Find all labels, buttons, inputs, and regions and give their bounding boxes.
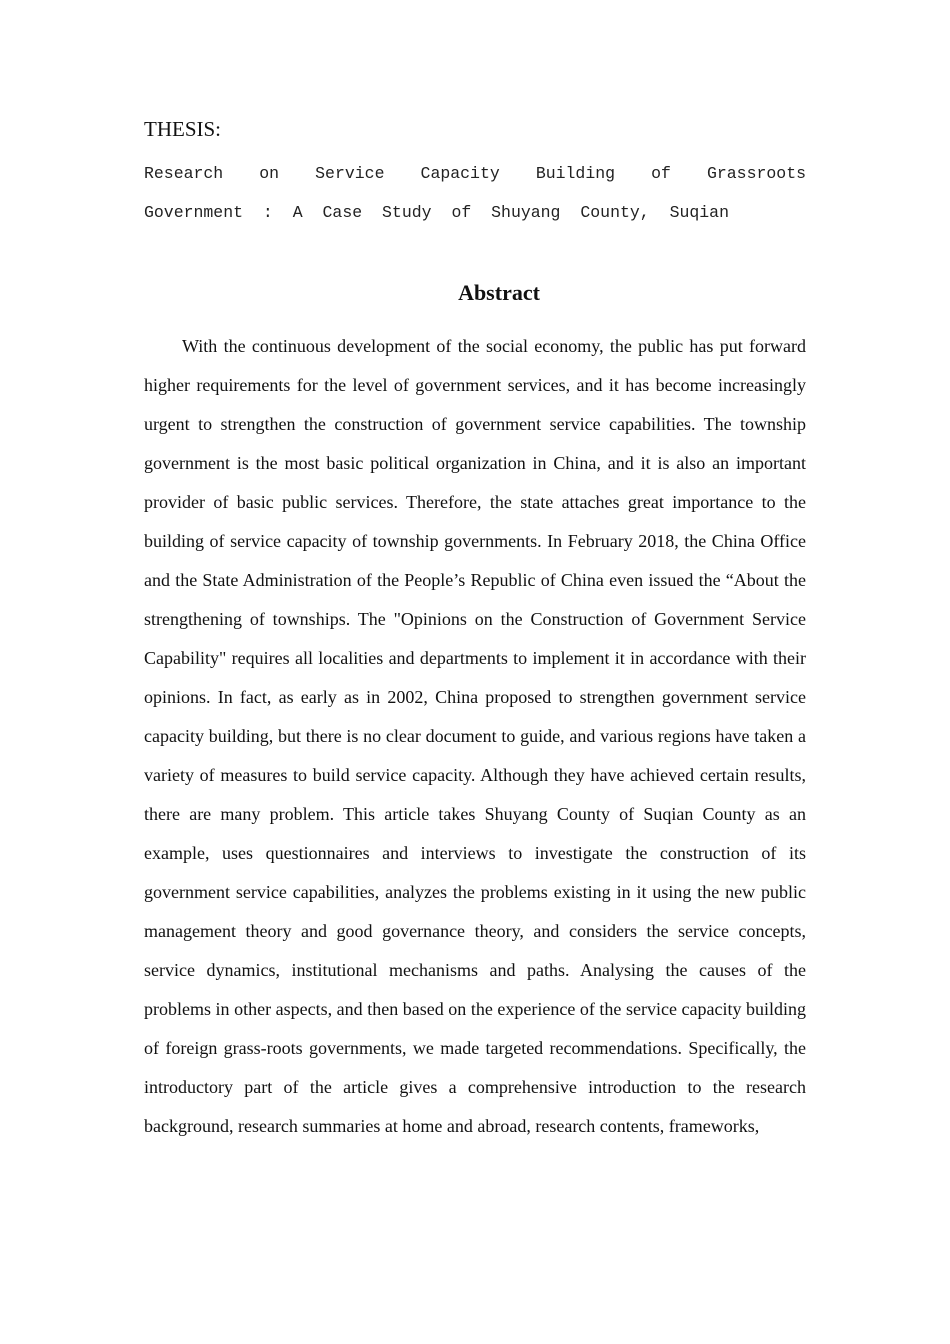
thesis-title: Research on Service Capacity Building of Grassroots Government : A Case Study of Shuyang County, Suqian — [144, 164, 806, 222]
abstract-body: With the continuous development of the social economy, the public has put forward higher requirements for the level of government services, and it has become increasingly urgent to strengthen the construction of government service capabilities. The township government is the most basic political organization in China, and it is also an important provider of basic public services. Therefore, the state attaches great importance to the building of service capacity of township governments. In February 2018, the China Office and the State Administration of the People’s Republic of China even issued the “About the strengthening of townships. The "Opinions on the Construction of Government Service Capability" requires all localities and departments to implement it in accordance with their opinions. In fact, as early as in 2002, China proposed to strengthen government service capacity building, but there is no clear document to guide, and various regions have taken a variety of measures to build service capacity. Although they have achieved certain results, there are many problem. This article takes Shuyang County of Suqian County as an example, uses questionnaires and interviews to investigate the construction of its government service capabilities, analyzes the problems existing in it using the new public management theory and good governance theory, and considers the service concepts, service dynamics, institutional mechanisms and paths. Analysing the causes of the problems in other aspects, and then based on the experience of the service capacity building of foreign grass-roots governments, we made targeted recommendations. Specifically, the introductory part of the article gives a comprehensive introduction to the research background, research summaries at home and abroad, research contents, frameworks, — [144, 336, 806, 1136]
abstract-heading: Abstract — [458, 280, 540, 305]
thesis-label: THESIS: — [144, 117, 222, 141]
